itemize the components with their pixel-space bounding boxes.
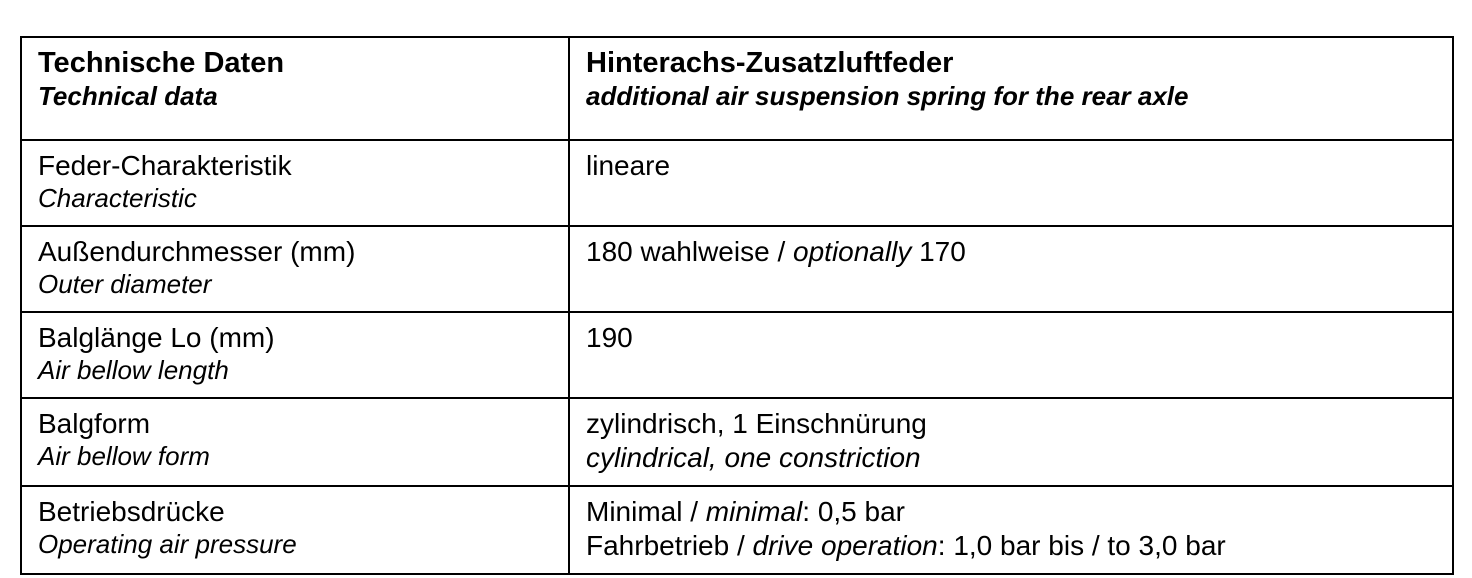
- row-value-cell: [569, 398, 1453, 486]
- row-label-en: Air bellow form: [38, 440, 210, 471]
- row-label-cell: [21, 486, 569, 574]
- row-value-line2: [586, 269, 1440, 299]
- row-value-line2: Fahrbetrieb / drive operation: 1,0 bar bis / to 3,0 bar: [586, 530, 1226, 562]
- row-value-line1: 180 wahlweise / optionally 170: [586, 235, 966, 267]
- row-value-line2: [586, 355, 1440, 385]
- row-label-de: Balglänge Lo (mm): [38, 321, 275, 353]
- row-value-line1: zylindrisch, 1 Einschnürung: [586, 407, 927, 439]
- table-row: [21, 398, 1453, 486]
- table-row: [21, 140, 1453, 226]
- table-row: [21, 226, 1453, 312]
- header-label-de: Technische Daten: [38, 47, 285, 79]
- technical-data-table: [20, 36, 1454, 575]
- row-value-line1: lineare: [586, 150, 671, 182]
- row-value-line1: 190: [586, 321, 633, 353]
- row-label-en: Outer diameter: [38, 269, 212, 300]
- row-value-line2: [586, 183, 1440, 213]
- row-label-de: Balgform: [38, 407, 151, 439]
- row-label-de: Außendurchmesser (mm): [38, 235, 356, 267]
- row-value-cell: [569, 226, 1453, 312]
- row-label-cell: [21, 226, 569, 312]
- row-value-line1: Minimal / minimal: 0,5 bar: [586, 496, 905, 528]
- row-label-en: Air bellow length: [38, 355, 229, 385]
- header-value-en: additional air suspension spring for the rear axle: [586, 81, 1189, 112]
- row-label-de: Betriebsdrücke: [38, 496, 225, 528]
- row-label-cell: [21, 312, 569, 398]
- table-row: [21, 486, 1453, 574]
- row-value-cell: [569, 140, 1453, 226]
- row-label-en: Operating air pressure: [38, 529, 297, 560]
- row-label-en: Characteristic: [38, 183, 197, 214]
- header-value-de: Hinterachs-Zusatzluftfeder: [586, 47, 954, 79]
- row-value-cell: [569, 312, 1453, 398]
- table-row: [21, 312, 1453, 398]
- row-value-line2: cylindrical, one constriction: [586, 441, 921, 473]
- row-label-cell: [21, 140, 569, 226]
- table-header-row: [21, 37, 1453, 140]
- row-label-cell: [21, 398, 569, 486]
- row-label-de: Feder-Charakteristik: [38, 150, 292, 182]
- header-cell-label: [21, 37, 569, 140]
- header-cell-value: [569, 37, 1453, 140]
- header-label-en: Technical data: [38, 81, 218, 112]
- row-value-cell: [569, 486, 1453, 574]
